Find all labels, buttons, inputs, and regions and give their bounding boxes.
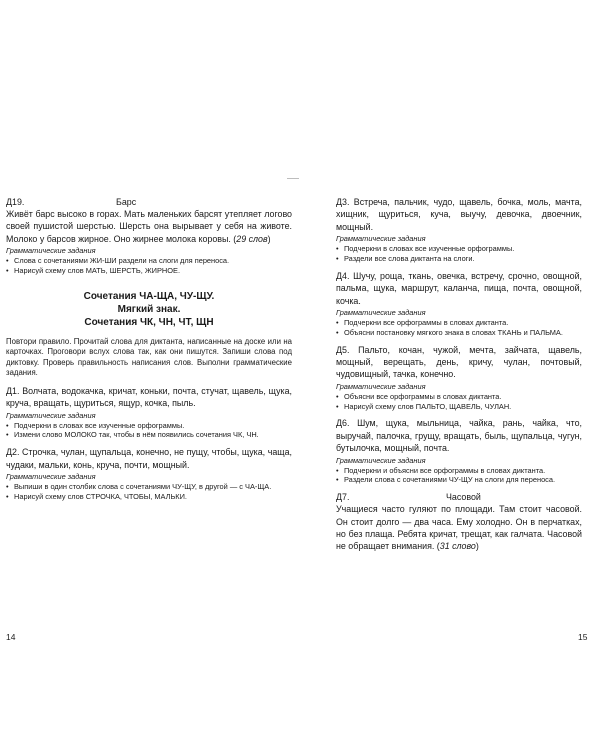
rule-instructions: Повтори правило. Прочитай слова для диктанта, написанные на доске или на карточках. Проговори вслух слова так, как они пишутся. Запиши слова под диктовку. Проверь правильность написания слов. Выполни грамматические задания. — [6, 336, 292, 378]
task-item: • Подчеркни все орфограммы в словах диктанта. — [336, 318, 582, 328]
fold-mark — [287, 178, 299, 179]
task-item: • Нарисуй схему слов ПАЛЬТО, ЩАВЕЛЬ, ЧУЛАН. — [336, 402, 582, 412]
d3-tasks — [336, 244, 582, 264]
d7-number: Д7. — [336, 492, 350, 503]
d7-word-count: 31 слово — [439, 541, 476, 552]
d3-tasks-heading: Грамматические задания — [336, 234, 426, 244]
d1-tasks — [6, 421, 292, 441]
d19-text — [6, 208, 292, 245]
d2-tasks-heading: Грамматические задания — [6, 472, 96, 482]
d5-tasks-heading: Грамматические задания — [336, 381, 426, 391]
d19-text-main: Живёт барс высоко в горах. Мать маленьких барсят утепляет логово своей пушистой шерстью. Шерсть она вырывает у себя на животе. Молоко у барсов жирное. Оно жирнее молока коровы. ( — [6, 209, 292, 244]
d4-tasks — [336, 318, 582, 338]
page-number-left: 14 — [6, 632, 16, 642]
task-item: • Слова с сочетаниями ЖИ-ШИ раздели на слоги для переноса. — [6, 256, 292, 266]
right-page — [336, 196, 582, 553]
task-item: • Нарисуй схему слов МАТЬ, ШЕРСТЬ, ЖИРНОЕ. — [6, 266, 292, 276]
d19-tasks-heading: Грамматические задания — [6, 246, 96, 256]
task-item: • Измени слово МОЛОКО так, чтобы в нём появились сочетания ЧК, ЧН. — [6, 430, 292, 440]
d19-number: Д19. — [6, 197, 25, 207]
task-item: • Подчеркни в словах все изученные орфограммы. — [336, 244, 582, 254]
d5-text: Д5. Пальто, кочан, чужой, мечта, зайчата, щавель, мощный, верещать, день, кричу, чулан, почтовый, чудовищный, тачка, конечно. — [336, 344, 582, 380]
d4-tasks-heading: Грамматические задания — [336, 308, 426, 318]
task-item: • Подчеркни в словах все изученные орфограммы. — [6, 421, 292, 431]
task-item: • Раздели все слова диктанта на слоги. — [336, 254, 582, 264]
task-item: • Подчеркни и объясни все орфограммы в словах диктанта. — [336, 466, 582, 476]
section-title-line: Сочетания ЧА-ЩА, ЧУ-ЩУ. — [83, 290, 215, 302]
d1-tasks-heading: Грамматические задания — [6, 410, 96, 420]
task-item: • Объясни постановку мягкого знака в словах ТКАНЬ и ПАЛЬМА. — [336, 328, 582, 338]
section-title — [6, 290, 292, 329]
task-item: • Раздели слова с сочетаниями ЧУ-ЩУ на слоги для переноса. — [336, 475, 582, 485]
d19-word-count: 29 слов — [236, 233, 268, 244]
d7-text-end: ) — [475, 541, 479, 552]
d6-text: Д6. Шум, щука, мыльница, чайка, рань, чайка, что, выручай, палочка, грущу, вращать, быль, щупальца, чугун, бутылочка, мощный, почта. — [336, 418, 582, 454]
d3-text: Д3. Встреча, пальчик, чудо, щавель, бочка, моль, мачта, хищник, щуриться, куча, выучу, девочка, двоечник, мощный. — [336, 197, 582, 232]
task-item: • Объясни все орфограммы в словах диктанта. — [336, 392, 582, 402]
section-title-line: Мягкий знак. — [117, 303, 181, 315]
d6-tasks-heading: Грамматические задания — [336, 455, 426, 465]
d4-text: Д4. Шучу, роща, ткань, овечка, встречу, срочно, овощной, пальма, щука, маршрут, каланча, пища, почта, овощной, кочка. — [336, 270, 582, 306]
d7-heading — [336, 491, 582, 503]
page-number-right: 15 — [578, 632, 588, 642]
d19-tasks — [6, 256, 292, 276]
left-page — [6, 196, 292, 502]
d7-title: Часовой — [446, 492, 481, 503]
d19-text-end: ) — [267, 233, 271, 244]
d19-title: Барс — [116, 197, 137, 207]
d2-text: Д2. Строчка, чулан, щупальца, конечно, не пущу, чтобы, щука, чаща, чудаки, мальки, конь, круча, почти, мощный. — [6, 447, 292, 470]
d19-heading — [6, 196, 292, 208]
d1-text: Д1. Волчата, водокачка, кричат, коньки, почта, стучат, щавель, щука, круча, вращать, щуриться, ящур, кочка, пыль. — [6, 385, 292, 409]
d5-tasks — [336, 392, 582, 412]
task-item: • Выпиши в один столбик слова с сочетаниями ЧУ-ЩУ, в другой — с ЧА-ЩА. — [6, 482, 292, 492]
section-title-line: Сочетания ЧК, ЧН, ЧТ, ЩН — [84, 316, 214, 328]
task-item: • Нарисуй схему слов СТРОЧКА, ЧТОБЫ, МАЛЬКИ. — [6, 492, 292, 502]
d7-text — [336, 503, 582, 553]
d6-tasks — [336, 466, 582, 486]
d2-tasks — [6, 482, 292, 502]
d7-text-main: Учащиеся часто гуляют по площади. Там стоит часовой. Он стоит долго — два часа. Ему холодно. Он в перчатках, но без плаща. Ребята кричат, трещат, как галчата. Часовой не обращает внимания. ( — [336, 504, 582, 552]
